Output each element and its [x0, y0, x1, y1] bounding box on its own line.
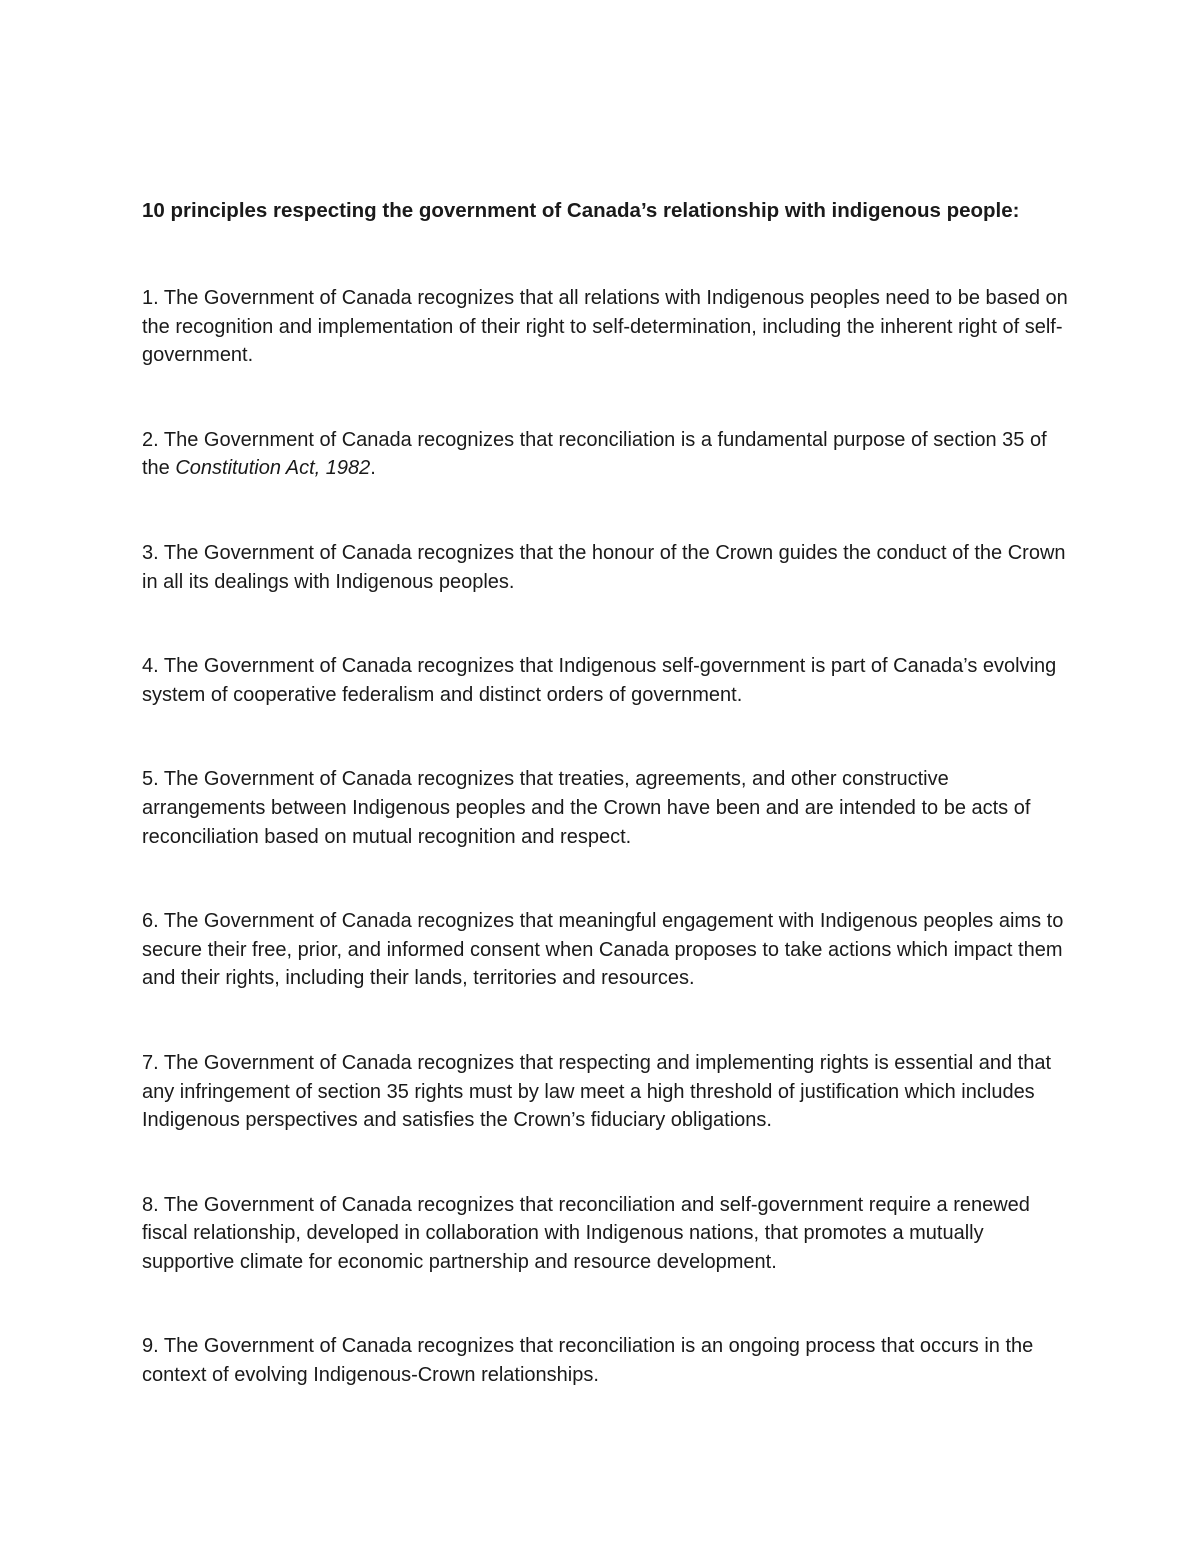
principle-2-italic-citation: Constitution Act, 1982: [175, 457, 371, 480]
principle-5: 5. The Government of Canada recognizes that treaties, agreements, and other constructive arrangements between Indigenous peoples and the Crown have been and are intended to be acts of reconciliation based on mutual recognition and respect.: [142, 768, 1031, 848]
principle-7: 7. The Government of Canada recognizes that respecting and implementing rights is essential and that any infringement of section 35 rights must by law meet a high threshold of justification which includes Indigenous perspectives and satisfies the Crown’s fiduciary obligations.: [142, 1051, 1052, 1132]
principle-6: 6. The Government of Canada recognizes that meaningful engagement with Indigenous peoples aims to secure their free, prior, and informed consent when Canada proposes to take actions which impact them and their rights, including their lands, territories and resources.: [142, 910, 1064, 990]
principle-2: [142, 426, 1072, 483]
principle-4: 4. The Government of Canada recognizes that Indigenous self-government is part of Canada’s evolving system of cooperative federalism and distinct orders of government.: [142, 655, 1057, 706]
principle-2-text-end: .: [370, 457, 376, 480]
principle-3: 3. The Government of Canada recognizes that the honour of the Crown guides the conduct of the Crown in all its dealings with Indigenous peoples.: [142, 541, 1066, 593]
document-title: 10 principles respecting the government of Canada’s relationship with indigenous people:: [142, 199, 1020, 222]
principle-2-text: 2. The Government of Canada recognizes that reconciliation is a fundamental purpose of section 35 of the: [142, 428, 1047, 480]
principle-9: 9. The Government of Canada recognizes that reconciliation is an ongoing process that occurs in the context of evolving Indigenous-Crown relationships.: [142, 1335, 1034, 1387]
principle-1: 1. The Government of Canada recognizes that all relations with Indigenous peoples need to be based on the recognition and implementation of their right to self-determination, including the inherent right of self-government.: [142, 287, 1068, 367]
document-page: [142, 196, 1072, 1446]
principle-8: 8. The Government of Canada recognizes that reconciliation and self-government require a renewed fiscal relationship, developed in collaboration with Indigenous nations, that promotes a mutually supportive climate for economic partnership and resource development.: [142, 1193, 1030, 1273]
